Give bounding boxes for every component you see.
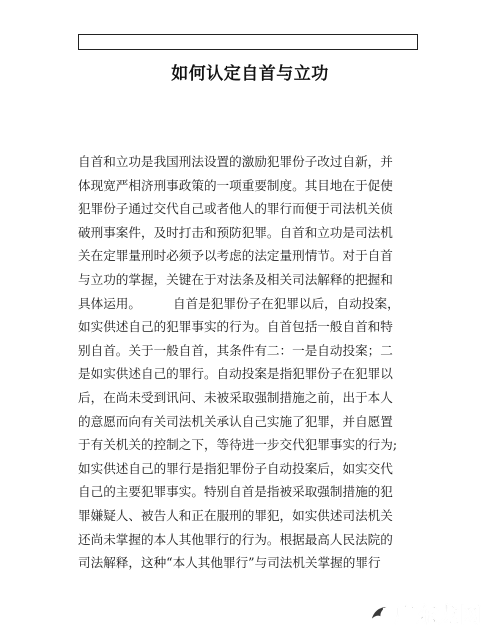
body-line: 后，在尚未受到讯问、未被采取强制措施之前，出于本人 — [78, 389, 393, 405]
body-line: 还尚未掌握的本人其他罪行的行为。根据最高人民法院的 — [78, 531, 393, 547]
body-line: 的意愿而向有关司法机关承认自己实施了犯罪，并自愿置 — [78, 413, 393, 429]
document-body — [78, 150, 423, 575]
body-line: 如实供述自己的犯罪事实的行为。自首包括一般自首和特 — [78, 319, 393, 335]
dragon-logo-icon — [368, 603, 390, 625]
body-line: 具体运用。 自首是犯罪份子在犯罪以后，自动投案， — [78, 295, 400, 311]
body-line: 是如实供述自己的罪行。自动投案是指犯罪份子在犯罪以 — [78, 366, 393, 382]
document-title: 如何认定自首与立功 — [171, 64, 329, 84]
body-line: 自己的主要犯罪事实。特别自首是指被采取强制措施的犯 — [78, 484, 393, 500]
watermark-text: 广东龙网 — [394, 603, 482, 627]
watermark — [364, 597, 486, 631]
body-line: 关在定罪量刑时必须予以考虑的法定量刑情节。对于自首 — [78, 248, 393, 264]
body-line: 犯罪份子通过交代自己或者他人的罪行而便于司法机关侦 — [78, 201, 393, 217]
body-line: 自首和立功是我国刑法设置的激励犯罪份子改过自新，并 — [78, 154, 393, 169]
body-line: 司法解释，这种“本人其他罪行”与司法机关掌握的罪行 — [78, 555, 381, 571]
body-line: 别自首。关于一般自首，其条件有二：一是自动投案；二 — [78, 342, 393, 358]
body-line: 如实供述自己的罪行是指犯罪份子自动投案后，如实交代 — [78, 460, 393, 476]
body-line: 罪嫌疑人、被告人和正在服刑的罪犯，如实供述司法机关 — [78, 507, 393, 523]
body-line: 与立功的掌握，关键在于对法条及相关司法解释的把握和 — [78, 271, 393, 287]
body-line: 破刑事案件，及时打击和预防犯罪。自首和立功是司法机 — [78, 224, 393, 240]
body-line: 体现宽严相济刑事政策的一项重要制度。其目地在于促使 — [78, 177, 393, 193]
body-line: 于有关机关的控制之下，等待进一步交代犯罪事实的行为; — [78, 437, 398, 453]
header-box — [78, 34, 418, 50]
